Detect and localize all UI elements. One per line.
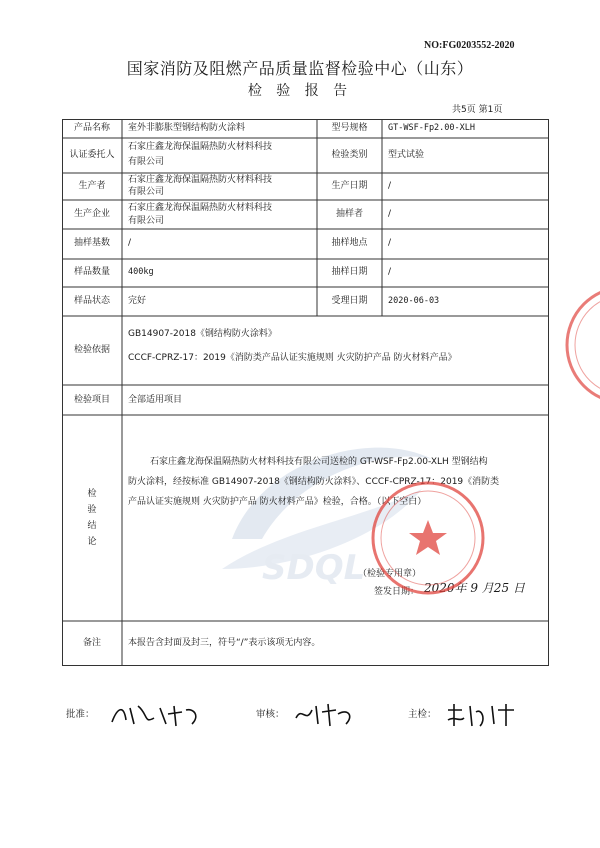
test-type-value: 型式试验 — [388, 150, 425, 160]
conclusion-label-2: 验 — [87, 505, 97, 515]
conclusion-label-1: 检 — [87, 489, 97, 499]
remark-label: 备注 — [82, 638, 101, 648]
sample-state-value: 完好 — [128, 296, 147, 306]
sample-base-value: / — [128, 238, 132, 248]
prepare-signature — [444, 700, 524, 730]
sampler-label: 抽样者 — [335, 209, 363, 219]
edge-seal-stamp — [560, 280, 600, 410]
product-name-value: 室外非膨胀型钢结构防火涂料 — [128, 123, 246, 133]
sample-qty-value: 400kg — [128, 267, 154, 277]
client-line-2: 有限公司 — [128, 157, 165, 167]
sample-qty-label: 样品数量 — [73, 267, 110, 277]
conclusion-line-3: 产品认证实施规则 火灾防护产品 防火材料产品》检验，合格。（以下空白） — [128, 497, 427, 507]
producer-label: 生产者 — [78, 181, 106, 191]
prod-date-label: 生产日期 — [331, 181, 368, 191]
receive-date-label: 受理日期 — [331, 296, 368, 306]
client-label: 认证委托人 — [69, 150, 115, 160]
approve-label: 批准： — [66, 709, 95, 720]
issue-date-handwritten: 2020年 9 月25 日 — [424, 581, 525, 595]
sample-place-value: / — [388, 238, 392, 248]
client-line-1: 石家庄鑫龙海保温隔热防火材料科技 — [128, 142, 273, 152]
sampler-value: / — [388, 209, 392, 219]
sample-date-value: / — [388, 267, 392, 277]
seal-note: （检验专用章） — [358, 569, 422, 579]
items-value: 全部适用项目 — [128, 395, 183, 405]
manufacturer-line-2: 有限公司 — [128, 216, 165, 226]
items-label: 检验项目 — [73, 395, 110, 405]
manufacturer-line-1: 石家庄鑫龙海保温隔热防火材料科技 — [128, 203, 273, 213]
basis-label: 检验依据 — [73, 345, 110, 355]
conclusion-label-4: 论 — [87, 537, 97, 547]
basis-line-1: GB14907-2018《钢结构防火涂料》 — [128, 329, 277, 339]
report-title: 检 验 报 告 — [247, 83, 353, 99]
page-count: 共5页 第1页 — [452, 105, 503, 115]
sample-base-label: 抽样基数 — [73, 238, 110, 248]
test-type-label: 检验类别 — [331, 150, 368, 160]
org-title: 国家消防及阻燃产品质量监督检验中心（山东） — [126, 59, 474, 78]
receive-date-value: 2020-06-03 — [388, 296, 440, 306]
review-label: 审核： — [256, 709, 285, 720]
manufacturer-label: 生产企业 — [73, 209, 110, 219]
producer-line-1: 石家庄鑫龙海保温隔热防火材料科技 — [128, 175, 273, 185]
producer-line-2: 有限公司 — [128, 187, 165, 197]
svg-text:SDQL: SDQL — [262, 548, 366, 588]
model-label: 型号规格 — [331, 123, 368, 133]
issue-date-label: 签发日期： — [374, 587, 420, 597]
conclusion-line-1: 石家庄鑫龙海保温隔热防火材料科技有限公司送检的 GT-WSF-Fp2.00-XLH 型钢结构 — [150, 457, 488, 467]
prepare-label: 主检： — [408, 709, 437, 720]
conclusion-line-2: 防火涂料，经按标准 GB14907-2018《钢结构防火涂料》、CCCF-CPRZ-17：2019《消防类 — [128, 477, 500, 487]
report-number: NO:FG0203552-2020 — [424, 40, 515, 51]
remark-value: 本报告含封面及封三，符号“/”表示该项无内容。 — [128, 638, 321, 648]
conclusion-label-3: 结 — [87, 521, 97, 531]
approve-signature — [108, 700, 208, 730]
signature-row — [0, 700, 600, 730]
model-value: GT-WSF-Fp2.00-XLH — [388, 123, 475, 133]
sample-state-label: 样品状态 — [73, 296, 110, 306]
review-signature — [292, 700, 362, 730]
prod-date-value: / — [388, 181, 392, 191]
sample-date-label: 抽样日期 — [331, 267, 368, 277]
product-name-label: 产品名称 — [73, 123, 110, 133]
sample-place-label: 抽样地点 — [331, 238, 368, 248]
inspection-seal-stamp — [368, 478, 488, 598]
basis-line-2: CCCF-CPRZ-17：2019《消防类产品认证实施规则 火灾防护产品 防火材料产品》 — [128, 353, 457, 363]
